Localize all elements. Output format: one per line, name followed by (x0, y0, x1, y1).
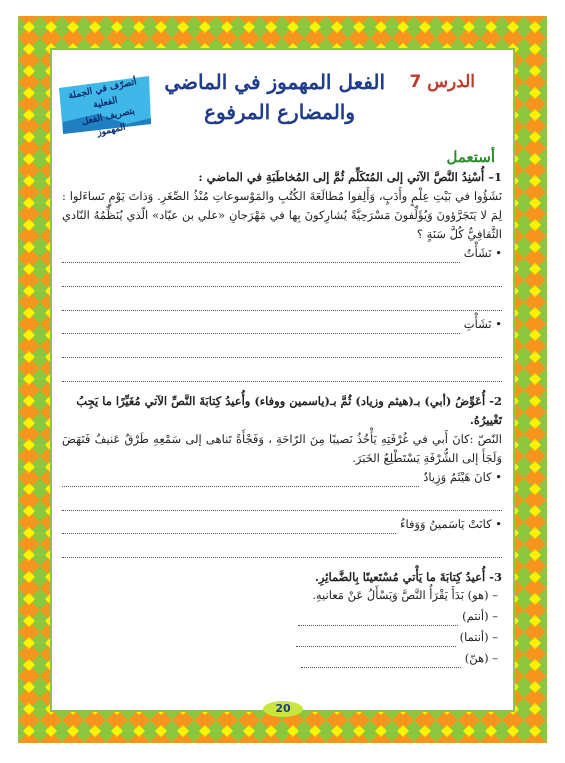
exercise-3-instruction: 3- أُعيدُ كِتابَةَ ما يَأْتي مُسْتَعينًا بِالضَّمائِرِ. (314, 570, 502, 584)
answer-blank[interactable] (62, 519, 396, 534)
exercise-1-answer-2[interactable] (62, 315, 502, 334)
exercise-2-prompt-1: • كانَ هَيْثَمُ وَزِيادٌ (423, 470, 502, 484)
answer-blank[interactable] (62, 248, 460, 263)
answer-blank[interactable] (296, 633, 456, 647)
answer-line[interactable] (62, 362, 502, 382)
exercise-1-answer-1[interactable] (62, 244, 502, 263)
exercise-3-label-antum: – (أنتم) (462, 609, 498, 623)
exercise-2-instruction: 2- أُعَوِّضُ (أبي) بـ(هيثم وزياد) ثُمَّ بـ(ياسمين ووفاء) وأُعيدُ كِتابَةَ النَّصِّ الآتي مُغَيِّرًا ما يَجِبُ تَغْييرُهُ. (76, 394, 502, 427)
answer-line[interactable] (62, 491, 502, 511)
answer-line[interactable] (62, 291, 502, 311)
answer-line[interactable] (62, 267, 502, 287)
answer-blank[interactable] (301, 654, 461, 668)
exercise-2-text: النّصّ :كانَ أَبي في غُرْفَتِهِ يَأْخُذُ نَصيبًا مِنَ الرّاحَةِ ، وَفَجْأَةً تَناهى إلى سَمْعِهِ طَرْقٌ عَنيفٌ فَنَهَضَ وَلَجَأَ إلى الشُّرْفَةِ يَسْتَطْلِعُ الخَبَرَ. (62, 432, 502, 465)
page-number-badge (262, 700, 304, 718)
exercise-1-text: نَشَؤُوا في بَيْتِ عِلْمٍ وأَدَبٍ، وَأَلِفوا مُطالَعَةَ الكُتُبِ والمَوْسوعاتِ مُنْذُ الصِّغَرِ. وَذاتَ يَوْمٍ تَساءَلوا : لِمَ لا يَتَجَرَّؤونَ وَيُؤَلِّفونَ مَسْرَحِيَّةً يُشارِكونَ بِها في مَهْرَجانِ «علي بن عيّاد» الّذي يُنَظِّمُهُ النّادي الثَّقافِيُّ كُلَّ سَنَةٍ ؟ (62, 189, 502, 241)
page-number: 20 (275, 702, 291, 715)
exercise-3-item-antum[interactable] (62, 608, 502, 626)
exercise-2-answer-1[interactable] (62, 468, 502, 487)
exercise-3-example (62, 587, 502, 605)
badge-line-1: أتصرّف في الجملة الفعلية (67, 77, 138, 111)
lesson-label: الدرس (427, 72, 475, 92)
answer-line[interactable] (62, 338, 502, 358)
lesson-number: 7 (409, 72, 422, 92)
exercise-2-prompt-2: • كانَتْ يَاسَمينُ وَوَفاءُ (400, 517, 502, 531)
exercise-1-prompt-2: • نَشَأْتِ (463, 317, 502, 331)
exercise-1-prompt-1: • نَشَأْتُ (463, 246, 502, 260)
exercise-1-instruction: 1– أُسْنِدُ النَّصَّ الآتي إلى المُتَكَلِّم ثُمَّ إلى المُخاطَبَةِ في الماضي : (198, 170, 502, 184)
lesson-header (80, 70, 475, 140)
badge-line-2: بتصريف الفعل المهموز (81, 106, 136, 139)
exercise-content (62, 168, 502, 671)
exercise-3-item-antuma[interactable] (62, 629, 502, 647)
lesson-title-line-2: والمضارع المرفوع (204, 100, 355, 124)
lesson-title-line-1: الفعل المهموز في الماضي (164, 70, 385, 94)
exercise-2-answer-2[interactable] (62, 515, 502, 534)
exercise-3-label-antuma: – (أنتما) (459, 630, 498, 644)
exercise-3-item-hunna[interactable] (62, 650, 502, 668)
answer-blank[interactable] (62, 319, 460, 334)
answer-line[interactable] (62, 538, 502, 558)
answer-blank[interactable] (298, 612, 458, 626)
exercise-3-label-hunna: – (هنّ) (464, 651, 498, 665)
section-heading: أستعمل (446, 148, 495, 166)
exercise-3-example-text: – (هو) بَدَأَ يَقْرَأُ النَّصَّ وَيَسْأَلُ عَنْ مَعانيهِ. (312, 588, 498, 602)
answer-blank[interactable] (62, 472, 419, 487)
lesson-label-group (409, 72, 475, 92)
